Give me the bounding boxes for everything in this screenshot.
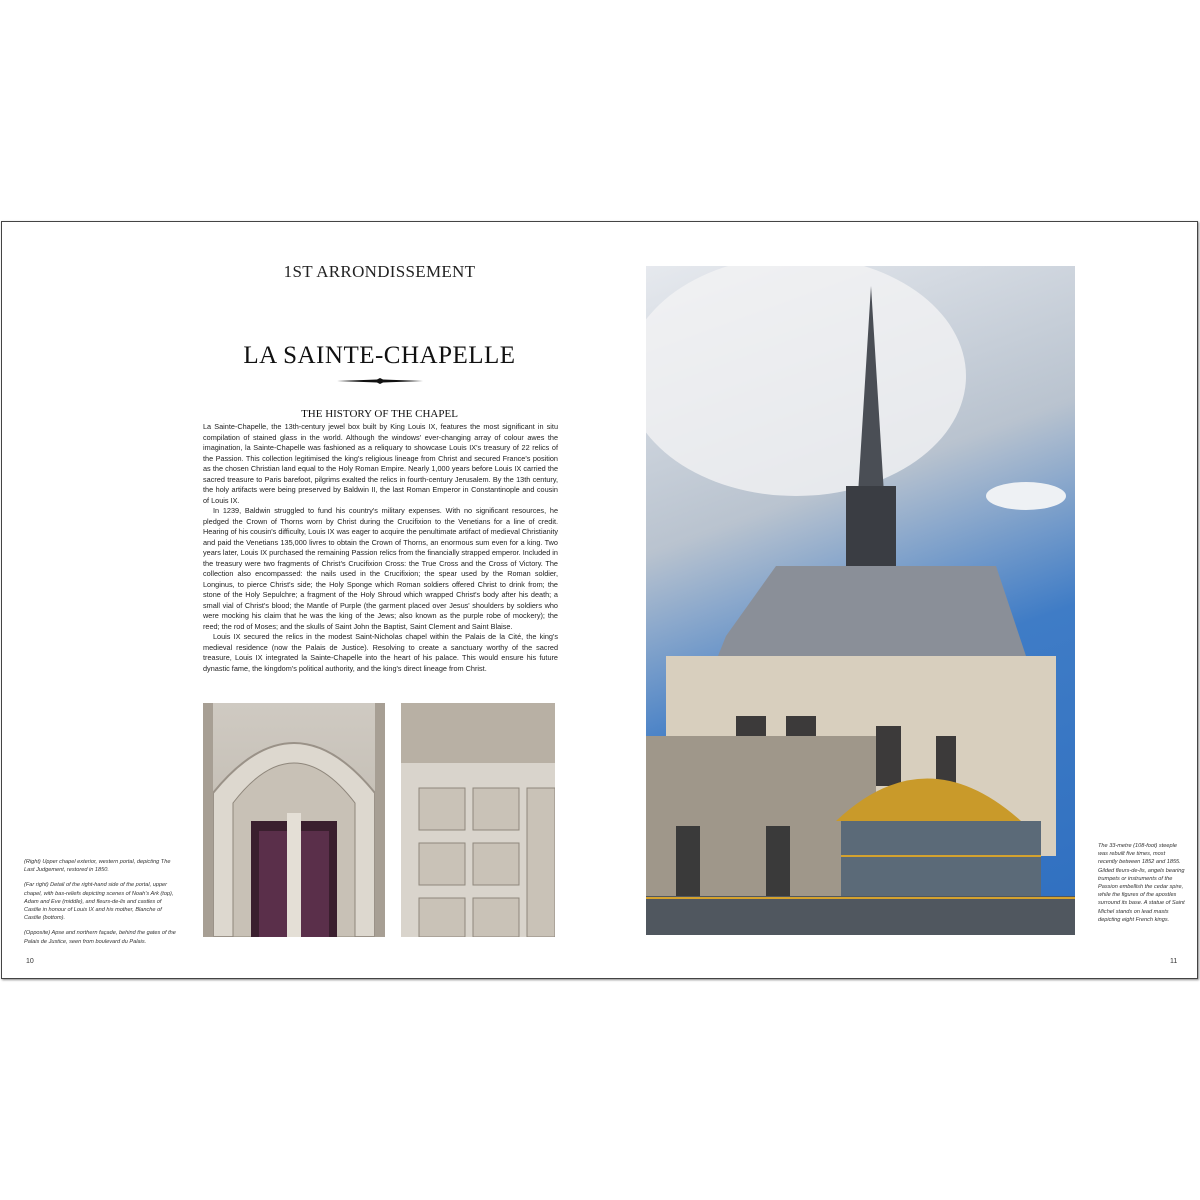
caption: (Right) Upper chapel exterior, western portal, depicting The Last Judgement, restored in 1850. (24, 859, 171, 874)
paragraph: Louis IX secured the relics in the modest Saint-Nicholas chapel within the Palais de la Cité, the king's medieval residence (now the Palais de Justice). Resolving to create a sanctuary worthy of the sacred treasure, Louis IX integrated la Sainte-Chapelle into the heart of his palace. This would ensure his future dynastic fame, the kingdom's political authority, and the king's direct lineage from Christ. (203, 632, 558, 673)
page-title: LA SAINTE-CHAPELLE (243, 342, 516, 369)
page-number-right: 11 (1170, 958, 1178, 965)
caption: (Opposite) Apse and northern façade, behind the gates of the Palais de Justice, seen from boulevard du Palais. (24, 930, 176, 945)
caption: (Far right) Detail of the right-hand side of the portal, upper chapel, with bas-reliefs depicting scenes of Noah's Ark (top), Adam and Eve (middle), and fleurs-de-lis and castles of Castile in honour of Louis IX and his mother, Blanche of Castile (bottom). (24, 882, 174, 922)
subheading: THE HISTORY OF THE CHAPEL (301, 408, 458, 420)
page-number-left: 10 (26, 958, 34, 965)
book-spread (1, 221, 1198, 979)
sainte-chapelle-photo (646, 266, 1075, 935)
left-captions (24, 858, 179, 953)
paragraph: La Sainte-Chapelle, the 13th-century jewel box built by King Louis IX, features the most significant in situ compilation of stained glass in the world. Although the windows' ever-changing array of colour awes the imagination, la Sainte-Chapelle was fashioned as a reliquary to showcase Louis IX's treasury of 22 relics of the Passion. This collection legitimised the king's religious lineage from Christ and secured France's position as the chosen Christian land equal to the Holy Roman Empire. Nearly 1,000 years before Louis IX carried the sacred treasure to Paris barefoot, pilgrims exalted the relics in fourth-century Jerusalem. By the 13th century, the holy artifacts were being preserved by Baldwin II, the last Roman Emperor in Constantinople and cousin of Louis IX. (203, 422, 558, 505)
ornamental-rule (337, 378, 423, 384)
body-text (203, 422, 558, 674)
section-heading: 1ST ARRONDISSEMENT (283, 262, 476, 281)
portal-photo (203, 703, 385, 937)
right-caption: The 33-metre (108-foot) steeple was rebuilt five times, most recently between 1852 and 1855. Gilded fleurs-de-lis, angels bearing trumpets or instruments of the Passion embellish the cedar spire, while the figures of the apostles surround its base. A statue of Saint Michel stands on lead masts depicting eight French kings. (1098, 843, 1185, 923)
bas-relief-photo (401, 703, 555, 937)
paragraph: In 1239, Baldwin struggled to fund his country's military expenses. With no significant resources, he pledged the Crown of Thorns worn by Christ during the Crucifixion to the Venetians for a line of credit. Hearing of his cousin's difficulty, Louis IX was eager to acquire the penultimate artifact of medieval Christianity and paid the Venetians 135,000 livres to obtain the Crown of Thorns, an enormous sum even for a king. Two years later, Louis IX purchased the remaining Passion relics from the financially strapped emperor. Included in the treasury were two fragments of Christ's Crucifixion Cross: the True Cross and the Cross of Victory. The collection also encompassed: the nails used in the Crucifixion; the spear used by the Roman soldier, Longinus, to pierce Christ's side; the Holy Sponge which Roman soldiers offered Christ to drink from; the stone of the Holy Sepulchre; a fragment of the Holy Shroud which wrapped Christ's body after his death; a small vial of Christ's blood; the Mantle of Purple (the garment placed over Jesus' shoulders by soldiers who were mocking his claim that he was the king of the Jews; also known as the purple robe of mockery); the reed; the rod of Moses; and the skulls of Saint John the Baptist, Saint Clement and Saint Blaise. (203, 506, 558, 631)
